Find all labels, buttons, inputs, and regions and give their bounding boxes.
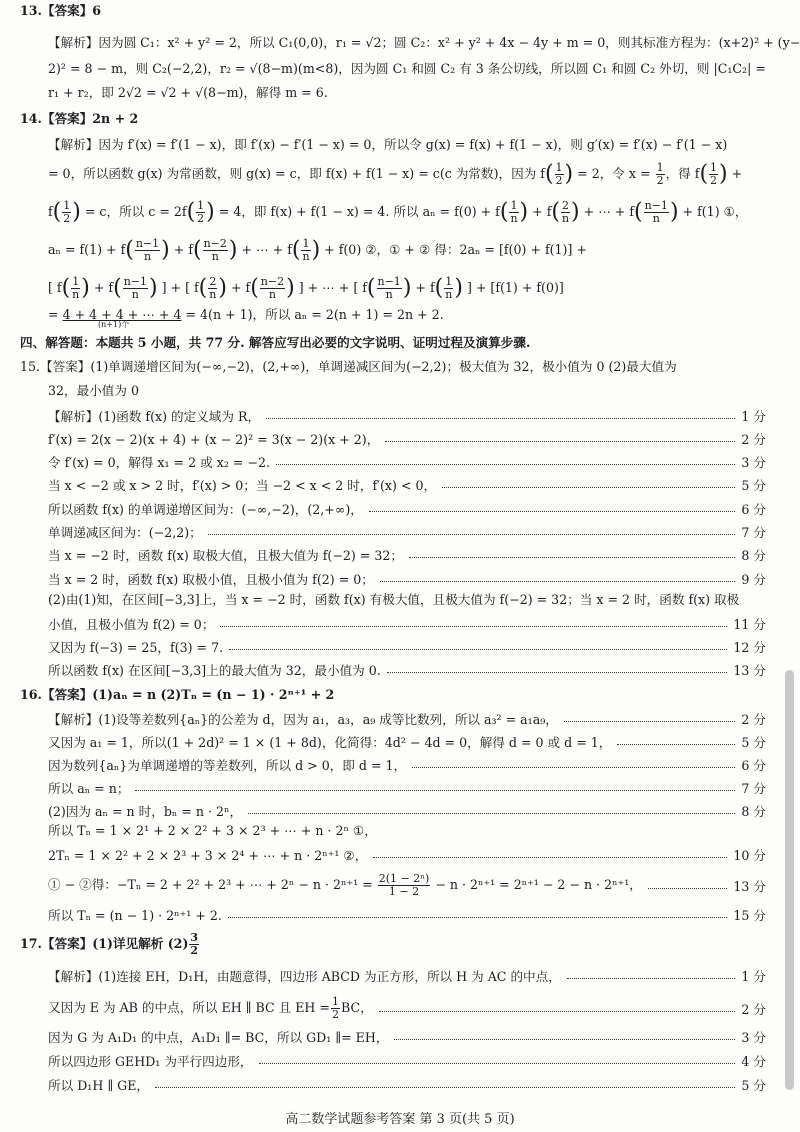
leader-dots — [617, 744, 735, 745]
q15-step-text: 当 x < −2 或 x > 2 时，f′(x) > 0；当 −2 < x < 2 时，f′(x) < 0， — [48, 478, 437, 494]
q15-step-text: 【解析】(1)函数 f(x) 的定义域为 R， — [48, 408, 261, 424]
q14-l5-text-b: + f — [93, 280, 114, 295]
q17-step-1 — [48, 965, 766, 985]
q15-step-points: 12 分 — [733, 639, 766, 655]
q16-step-points: 5 分 — [741, 734, 766, 750]
leader-dots — [373, 857, 727, 858]
q16-eq2-row — [48, 844, 766, 864]
q17-step-5 — [48, 1074, 766, 1094]
scrollbar-thumb[interactable] — [785, 670, 794, 1090]
q16-step-text: 因为数列{aₙ}为单调递增的等差数列，所以 d > 0，即 d = 1， — [48, 757, 407, 773]
q14-l5-text-e: ] + ⋯ + [ f — [298, 280, 367, 295]
q15-step-points: 1 分 — [741, 408, 766, 424]
leader-dots — [228, 917, 728, 918]
q14-fraction-n1n-3: $\frac{n-1}{n}$ — [123, 275, 147, 301]
q17-step-1-points: 1 分 — [741, 968, 766, 984]
q17-step-3 — [48, 1026, 766, 1046]
leader-dots — [387, 672, 728, 673]
leader-dots — [208, 534, 736, 535]
q14-fraction-1n-2: $\frac{1}{n}$ — [302, 237, 310, 263]
leader-dots — [442, 487, 735, 488]
q14-l5-text-a: [ f — [48, 280, 62, 295]
q14-l3-text-f: + f(1) ①， — [682, 204, 748, 219]
q14-l2-text-b: = 2，令 x = — [577, 166, 651, 181]
q15-answer-heading-2: 32，最小值为 0 — [48, 383, 140, 398]
q14-l4-text-b: + f — [173, 242, 193, 257]
leader-dots — [369, 511, 736, 512]
q16-eq3-text-b: − n · 2ⁿ⁺¹ = 2ⁿ⁺¹ − 2 − n · 2ⁿ⁺¹， — [435, 876, 642, 892]
q15-step-text: 令 f′(x) = 0，解得 x₁ = 2 或 x₂ = −2. — [48, 455, 271, 471]
q15-step-row — [48, 522, 766, 542]
q15-step-points: 5 分 — [741, 478, 766, 494]
q14-l3-text-c: = 4，即 f(x) + f(1 − x) = 4. 所以 aₙ = f(0) + f — [218, 204, 500, 219]
q14-fraction-1n-3: $\frac{1}{n}$ — [72, 275, 80, 301]
q15-step-points: 7 分 — [741, 525, 766, 540]
q16-last-points: 15 分 — [733, 907, 766, 923]
q15-step-row — [48, 613, 766, 633]
q16-step-points: 2 分 — [741, 711, 766, 727]
q17-s2-text-a: 又因为 E 为 AB 的中点，所以 EH ∥ BC 且 EH = — [48, 999, 330, 1015]
q13-analysis-line-1: 【解析】因为圆 C₁：x² + y² = 2，所以 C₁(0,0)，r₁ = √2；圆 C₂：x² + y² + 4x − 4y + m = 0，则其标准方程为：(x+2)² + (y− — [48, 35, 800, 50]
q15-step-text: 当 x = 2 时，函数 f(x) 取极小值，且极小值为 f(2) = 0； — [48, 571, 374, 587]
q17-step-4-text: 所以四边形 GEHD₁ 为平行四边形， — [48, 1053, 253, 1069]
q14-fraction-n2n: $\frac{n-2}{n}$ — [203, 237, 227, 263]
q14-fraction-2n-2: $\frac{2}{n}$ — [209, 275, 217, 301]
q14-l5-text-f: + f — [415, 280, 435, 295]
q14-analysis-line-5: [ f( $\frac{1}{n}$ ) + f( $\frac{n-1}{n}$ ) ] + [ f( $\frac{2}{n}$ ) + f( $\frac{n-2}{n}$ ) ] + ⋯ + [ f( $\frac{n-1}{n}$ ) + f( $\frac{1}{n}$ ) ] + [f(1) + f(0)] — [48, 275, 564, 301]
q16-eq2-points: 10 分 — [733, 847, 766, 863]
q15-step-text: 所以函数 f(x) 的单调递增区间为：(−∞,−2)，(2,+∞)， — [48, 501, 363, 517]
q14-fraction-n1n-4: $\frac{n-1}{n}$ — [377, 275, 401, 301]
q16-eq3-row — [48, 870, 766, 900]
leader-dots — [229, 649, 727, 650]
q15-step-row — [48, 452, 766, 472]
q16-step-text: 【解析】(1)设等差数列{aₙ}的公差为 d，因为 a₁，a₃，a₉ 成等比数列，所以 a₃² = a₁a₉， — [48, 711, 558, 727]
q17-step-3-points: 3 分 — [741, 1029, 766, 1045]
q13-analysis-line-2: 2)² = 8 − m，则 C₂(−2,2)，r₂ = √(8−m)(m<8)，因为圆 C₁ 和圆 C₂ 有 3 条公切线，所以圆 C₁ 和圆 C₂ 外切，则 |C₁C₂| = — [48, 61, 766, 76]
q14-l5-text-d: + f — [230, 280, 251, 295]
q16-step-text: 又因为 a₁ = 1，所以(1 + 2d)² = 1 × (1 + 8d)，化简得：4d² − 4d = 0，解得 d = 0 或 d = 1， — [48, 734, 612, 750]
q17-step-4-points: 4 分 — [741, 1053, 766, 1069]
leader-dots — [379, 1011, 736, 1012]
q14-answer-heading: 14.【答案】2n + 2 — [20, 111, 139, 126]
q16-step-row — [48, 731, 766, 751]
q15-step-row — [48, 475, 766, 495]
q14-analysis-line-2: = 0，所以函数 g(x) 为常函数，则 g(x) = c，即 f(x) + f(1 − x) = c(c 为常数)，因为 f( $\frac{1}{2}$ ) = 2，令 x = $\frac{1}{2}$ ，得 f( $\frac{1}{2}$ ) + — [48, 161, 743, 187]
q16-eq3-fraction: $\frac{\text{2(1 − 2ⁿ)}}{1 - 2}$ — [378, 871, 430, 898]
q14-fraction-half-5: $\frac{1}{2}$ — [197, 199, 205, 225]
q15-part2-line: (2)由(1)知，在区间[−3,3]上，当 x = −2 时，函数 f(x) 有极大值，且极大值为 f(−2) = 32；当 x = 2 时，函数 f(x) 取极 — [48, 592, 740, 607]
q16-answer-heading: 16.【答案】(1)aₙ = n (2)Tₙ = (n − 1) · 2ⁿ⁺¹ + 2 — [20, 687, 335, 702]
q17-head-text: 17.【答案】(1)详见解析 (2) — [20, 936, 189, 951]
leader-dots — [276, 464, 735, 465]
leader-dots — [385, 441, 735, 442]
q15-step-text: 单调递减区间为：(−2,2)； — [48, 525, 202, 540]
q14-fraction-1n: $\frac{1}{n}$ — [510, 199, 518, 225]
q14-l4-text-a: aₙ = f(1) + f — [48, 242, 126, 257]
q14-fraction-half-4: $\frac{1}{2}$ — [63, 199, 71, 225]
leader-dots — [394, 1039, 735, 1040]
q16-step-points: 7 分 — [741, 780, 766, 796]
q16-last-row — [48, 904, 766, 924]
q15-step-points: 2 分 — [741, 431, 766, 447]
q14-l5-text-g: ] + [f(1) + f(0)] — [466, 280, 564, 295]
leader-dots — [135, 790, 735, 791]
q14-analysis-line-4: aₙ = f(1) + f( $\frac{n-1}{n}$ ) + f( $\frac{n-2}{n}$ ) + ⋯ + f( $\frac{1}{n}$ ) + f(0) ②，① + ② 得：2aₙ = [f(0) + f(1)] + — [48, 237, 587, 263]
q17-step-3-text: 因为 G 为 A₁D₁ 的中点，A₁D₁ ∥= BC，所以 GD₁ ∥= EH， — [48, 1029, 389, 1045]
q15-step-row — [48, 568, 766, 588]
q17-step-2 — [48, 994, 766, 1022]
q14-fraction-n1n-2: $\frac{n-1}{n}$ — [135, 237, 160, 263]
q16-last-text: 所以 Tₙ = (n − 1) · 2ⁿ⁺¹ + 2. — [48, 907, 222, 923]
q15-step-text: 所以函数 f(x) 在区间[−3,3]上的最大值为 32，最小值为 0. — [48, 663, 381, 679]
q14-l6-equals: = — [48, 307, 59, 322]
q17-step-2-text — [48, 996, 373, 1021]
q14-l4-text-c: + ⋯ + f — [241, 242, 292, 257]
q17-head-fraction: $\frac{3}{2}$ — [190, 931, 199, 957]
q14-fraction-2n: $\frac{2}{n}$ — [561, 199, 570, 225]
q14-l5-text-c: ] + [ f — [161, 280, 199, 295]
q16-eq3-points: 13 分 — [733, 878, 766, 894]
section-4-heading: 四、解答题：本题共 5 小题，共 77 分. 解答应写出必要的文字说明、证明过程及演算步骤. — [20, 335, 531, 350]
q15-step-text: f′(x) = 2(x − 2)(x + 4) + (x − 2)² = 3(x − 2)(x + 2)， — [48, 431, 380, 447]
q16-step-points: 8 分 — [741, 803, 766, 819]
q14-l3-text-b: = c，所以 c = 2f — [84, 204, 187, 219]
q17-s2-fraction: $\frac{1}{2}$ — [331, 994, 339, 1021]
q15-step-points: 9 分 — [741, 571, 766, 587]
q14-underbrace-note: (n+1)个 — [98, 320, 130, 329]
q16-step-row — [48, 800, 766, 820]
q15-step-row — [48, 498, 766, 518]
q14-l3-f: f — [48, 204, 53, 219]
q17-step-1-text: 【解析】(1)连接 EH，D₁H，由题意得，四边形 ABCD 为正方形，所以 H 为 AC 的中点， — [48, 968, 561, 984]
q14-l3-text-d: + f — [532, 204, 552, 219]
q14-analysis-line-1: 【解析】因为 f′(x) = f′(1 − x)，即 f′(x) − f′(1 − x) = 0，所以令 g(x) = f(x) + f(1 − x)，则 g′(x) = f′(x) − f′(1 − x) — [48, 137, 728, 152]
q15-step-text: 又因为 f(−3) = 25，f(3) = 7. — [48, 639, 224, 655]
q15-answer-heading: 15.【答案】(1)单调递增区间为(−∞,−2)，(2,+∞)，单调递减区间为(−2,2)；极大值为 32，极小值为 0 (2)最大值为 — [20, 359, 677, 374]
q14-l6-text-c: = 4(n + 1)，所以 aₙ = 2(n + 1) = 2n + 2. — [185, 307, 444, 322]
q17-step-2-points: 2 分 — [741, 1001, 766, 1017]
leader-dots — [409, 557, 735, 558]
q15-step-text: 当 x = −2 时，函数 f(x) 取极大值，且极大值为 f(−2) = 32； — [48, 548, 403, 564]
leader-dots — [220, 626, 727, 627]
q14-fraction-half-2: $\frac{1}{2}$ — [656, 161, 664, 187]
q14-l2-plus: + — [731, 166, 743, 181]
q16-eq3-text-a: ① − ②得：−Tₙ = 2 + 2² + 2³ + ⋯ + 2ⁿ − n · 2ⁿ⁺¹ = — [48, 876, 373, 892]
q14-l2-text-a: = 0，所以函数 g(x) 为常函数，则 g(x) = c，即 f(x) + f(1 − x) = c(c 为常数)，因为 f — [48, 166, 545, 181]
q15-step-points: 8 分 — [741, 548, 766, 564]
q13-analysis-line-3: r₁ + r₂，即 2√2 = √2 + √(8−m)，解得 m = 6. — [48, 85, 328, 100]
leader-dots — [567, 978, 736, 979]
page-footer: 高二数学试题参考答案 第 3 页(共 5 页) — [285, 1112, 515, 1127]
q15-step-row — [48, 428, 766, 448]
leader-dots — [648, 888, 728, 889]
q17-step-5-points: 5 分 — [741, 1077, 766, 1093]
q14-l3-text-e: + ⋯ + f — [583, 204, 635, 219]
q15-step-row — [48, 545, 766, 565]
q16-step-text: 所以 aₙ = n； — [48, 780, 130, 796]
q14-fraction-half-3: $\frac{1}{2}$ — [710, 161, 718, 187]
q14-l4-text-d: + f(0) ②，① + ② 得：2aₙ = [f(0) + f(1)] + — [324, 242, 587, 257]
q16-eq1: 所以 Tₙ = 1 × 2¹ + 2 × 2² + 3 × 2³ + ⋯ + n · 2ⁿ ①， — [48, 823, 377, 838]
q14-underbrace-sum: 4 + 4 + 4 + ⋯ + 4 — [62, 307, 182, 322]
q16-eq3-text — [48, 873, 642, 898]
q16-eq2-text: 2Tₙ = 1 × 2² + 2 × 2³ + 3 × 2⁴ + ⋯ + n · 2ⁿ⁺¹ ②， — [48, 847, 368, 863]
q13-answer-heading: 13.【答案】6 — [20, 3, 102, 18]
q16-step-row — [48, 754, 766, 774]
q17-s2-text-b: BC， — [340, 999, 373, 1015]
q17-step-4 — [48, 1050, 766, 1070]
q14-fraction-n1n: $\frac{n-1}{n}$ — [644, 199, 668, 225]
q15-step-text: 小值，且极小值为 f(2) = 0； — [48, 616, 215, 632]
q15-step-row — [48, 660, 766, 680]
q14-l2-text-c: ，得 f — [665, 166, 700, 181]
q14-fraction-1n-4: $\frac{1}{n}$ — [445, 275, 453, 301]
q15-step-points: 13 分 — [733, 663, 766, 679]
q15-step-row — [48, 405, 766, 425]
q16-step-points: 6 分 — [741, 757, 766, 773]
q14-fraction-n2n-2: $\frac{n-2}{n}$ — [260, 275, 285, 301]
q15-step-points: 3 分 — [741, 455, 766, 471]
q14-fraction-half: $\frac{1}{2}$ — [555, 161, 563, 187]
leader-dots — [155, 1087, 735, 1088]
q14-analysis-line-3: f( $\frac{1}{2}$ ) = c，所以 c = 2f( $\frac{1}{2}$ ) = 4，即 f(x) + f(1 − x) = 4. 所以 aₙ = f(0) + f( $\frac{1}{n}$ ) + f( $\frac{2}{n}$ ) + ⋯ + f( $\frac{n-1}{n}$ ) + f(1) ①， — [48, 199, 748, 225]
leader-dots — [248, 813, 735, 814]
q16-step-row — [48, 708, 766, 728]
q15-step-points: 6 分 — [741, 501, 766, 517]
leader-dots — [380, 581, 736, 582]
q17-step-5-text: 所以 D₁H ∥ GE， — [48, 1077, 149, 1093]
leader-dots — [564, 721, 736, 722]
q16-step-text: (2)因为 aₙ = n 时，bₙ = n · 2ⁿ， — [48, 803, 243, 819]
q17-answer-heading — [20, 930, 200, 958]
q15-step-row — [48, 636, 766, 656]
q16-step-row — [48, 777, 766, 797]
q15-step-points: 11 分 — [733, 616, 766, 632]
leader-dots — [412, 767, 735, 768]
leader-dots — [266, 418, 735, 419]
leader-dots — [259, 1063, 736, 1064]
